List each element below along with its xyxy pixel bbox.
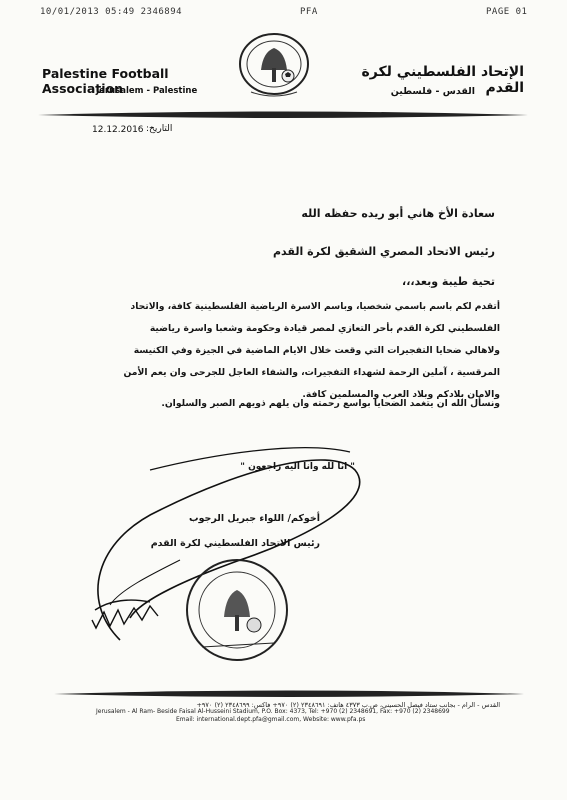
body-line: أتقدم لكم باسم باسمي شخصيا، وباسم الاسرة الرياضية الفلسطينية كافة، والاتحاد [130,301,500,312]
letter-recipient-title: رئيس الاتحاد المصري الشقيق لكرة القدم [273,245,495,258]
letter-quran-verse: " انا لله وانا اليه راجعون " [240,462,355,472]
official-stamp-icon [182,555,292,665]
organization-name-ar: الإتحاد الفلسطيني لكرة القدم [361,64,524,96]
letter-date-label: التاريخ: [146,124,173,134]
letter-date-value: 12.12.2016 [92,125,144,135]
letter-greeting: تحية طيبة وبعد،،، [402,275,495,288]
organization-location-ar: القدس - فلسطين [390,86,475,97]
signatory-title: رئيس الاتحاد الفلسطيني لكرة القدم [150,538,320,549]
fax-header-center: PFA [300,7,318,17]
header-divider [38,108,528,122]
organization-location-en: Jerusalem - Palestine [96,86,198,96]
signatory-name: أخوكم/ اللواء جبريل الرجوب [189,513,320,524]
letter-body [90,296,500,406]
footer-contact: Email: international.dept.pfa@gmail.com, Website: www.pfa.ps [176,716,366,723]
footer-divider [54,687,524,701]
body-line: الفلسطيني لكرة القدم بأحر التعازي لمصر قيادة وحكومة وشعبا واسرة رياضية [149,323,500,334]
organization-name-en: Palestine Football Association [42,66,169,96]
body-line: المرقسية ، آملين الرحمة لشهداء التفجيرات، والشفاء العاجل للجرحى وان يعم الأمن [123,367,500,378]
fax-header-page: PAGE 01 [486,7,528,17]
body-line: والامان بلادكم وبلاد العرب والمسلمين كافة. [302,389,500,400]
pfa-logo-icon [233,30,315,102]
footer-address-ar: القدس - الرام - بجانب ستاد فيصل الحسيني، ص.ب ٤٣٧٣ هاتف: ٢٣٤٨٦٩١ (٢) ٩٧٠+ فاكس: ٢٣٤٨٦٩٩ (٢) ٩٧٠+ [196,701,500,709]
footer-address-en: Jerusalem - Al Ram- Beside Faisal Al-Husseini Stadium, P.O. Box: 4373, Tel: +970 (2) 2348691, Fax: +970 (2) 2348699 [96,708,450,715]
body-line: ولاهالي ضحايا التفجيرات التي وقعت خلال الايام الماضية في الجيزة وفي الكنيسة [133,345,500,356]
fax-header-left: 10/01/2013 05:49 2346894 [40,7,183,17]
letter-salutation: سعادة الأخ هاني أبو ريده حفظه الله [301,207,495,220]
letter-prayer: ونسأل الله ان يتغمد الضحايا بواسع رحمته وان يلهم ذويهم الصبر والسلوان. [161,398,500,409]
